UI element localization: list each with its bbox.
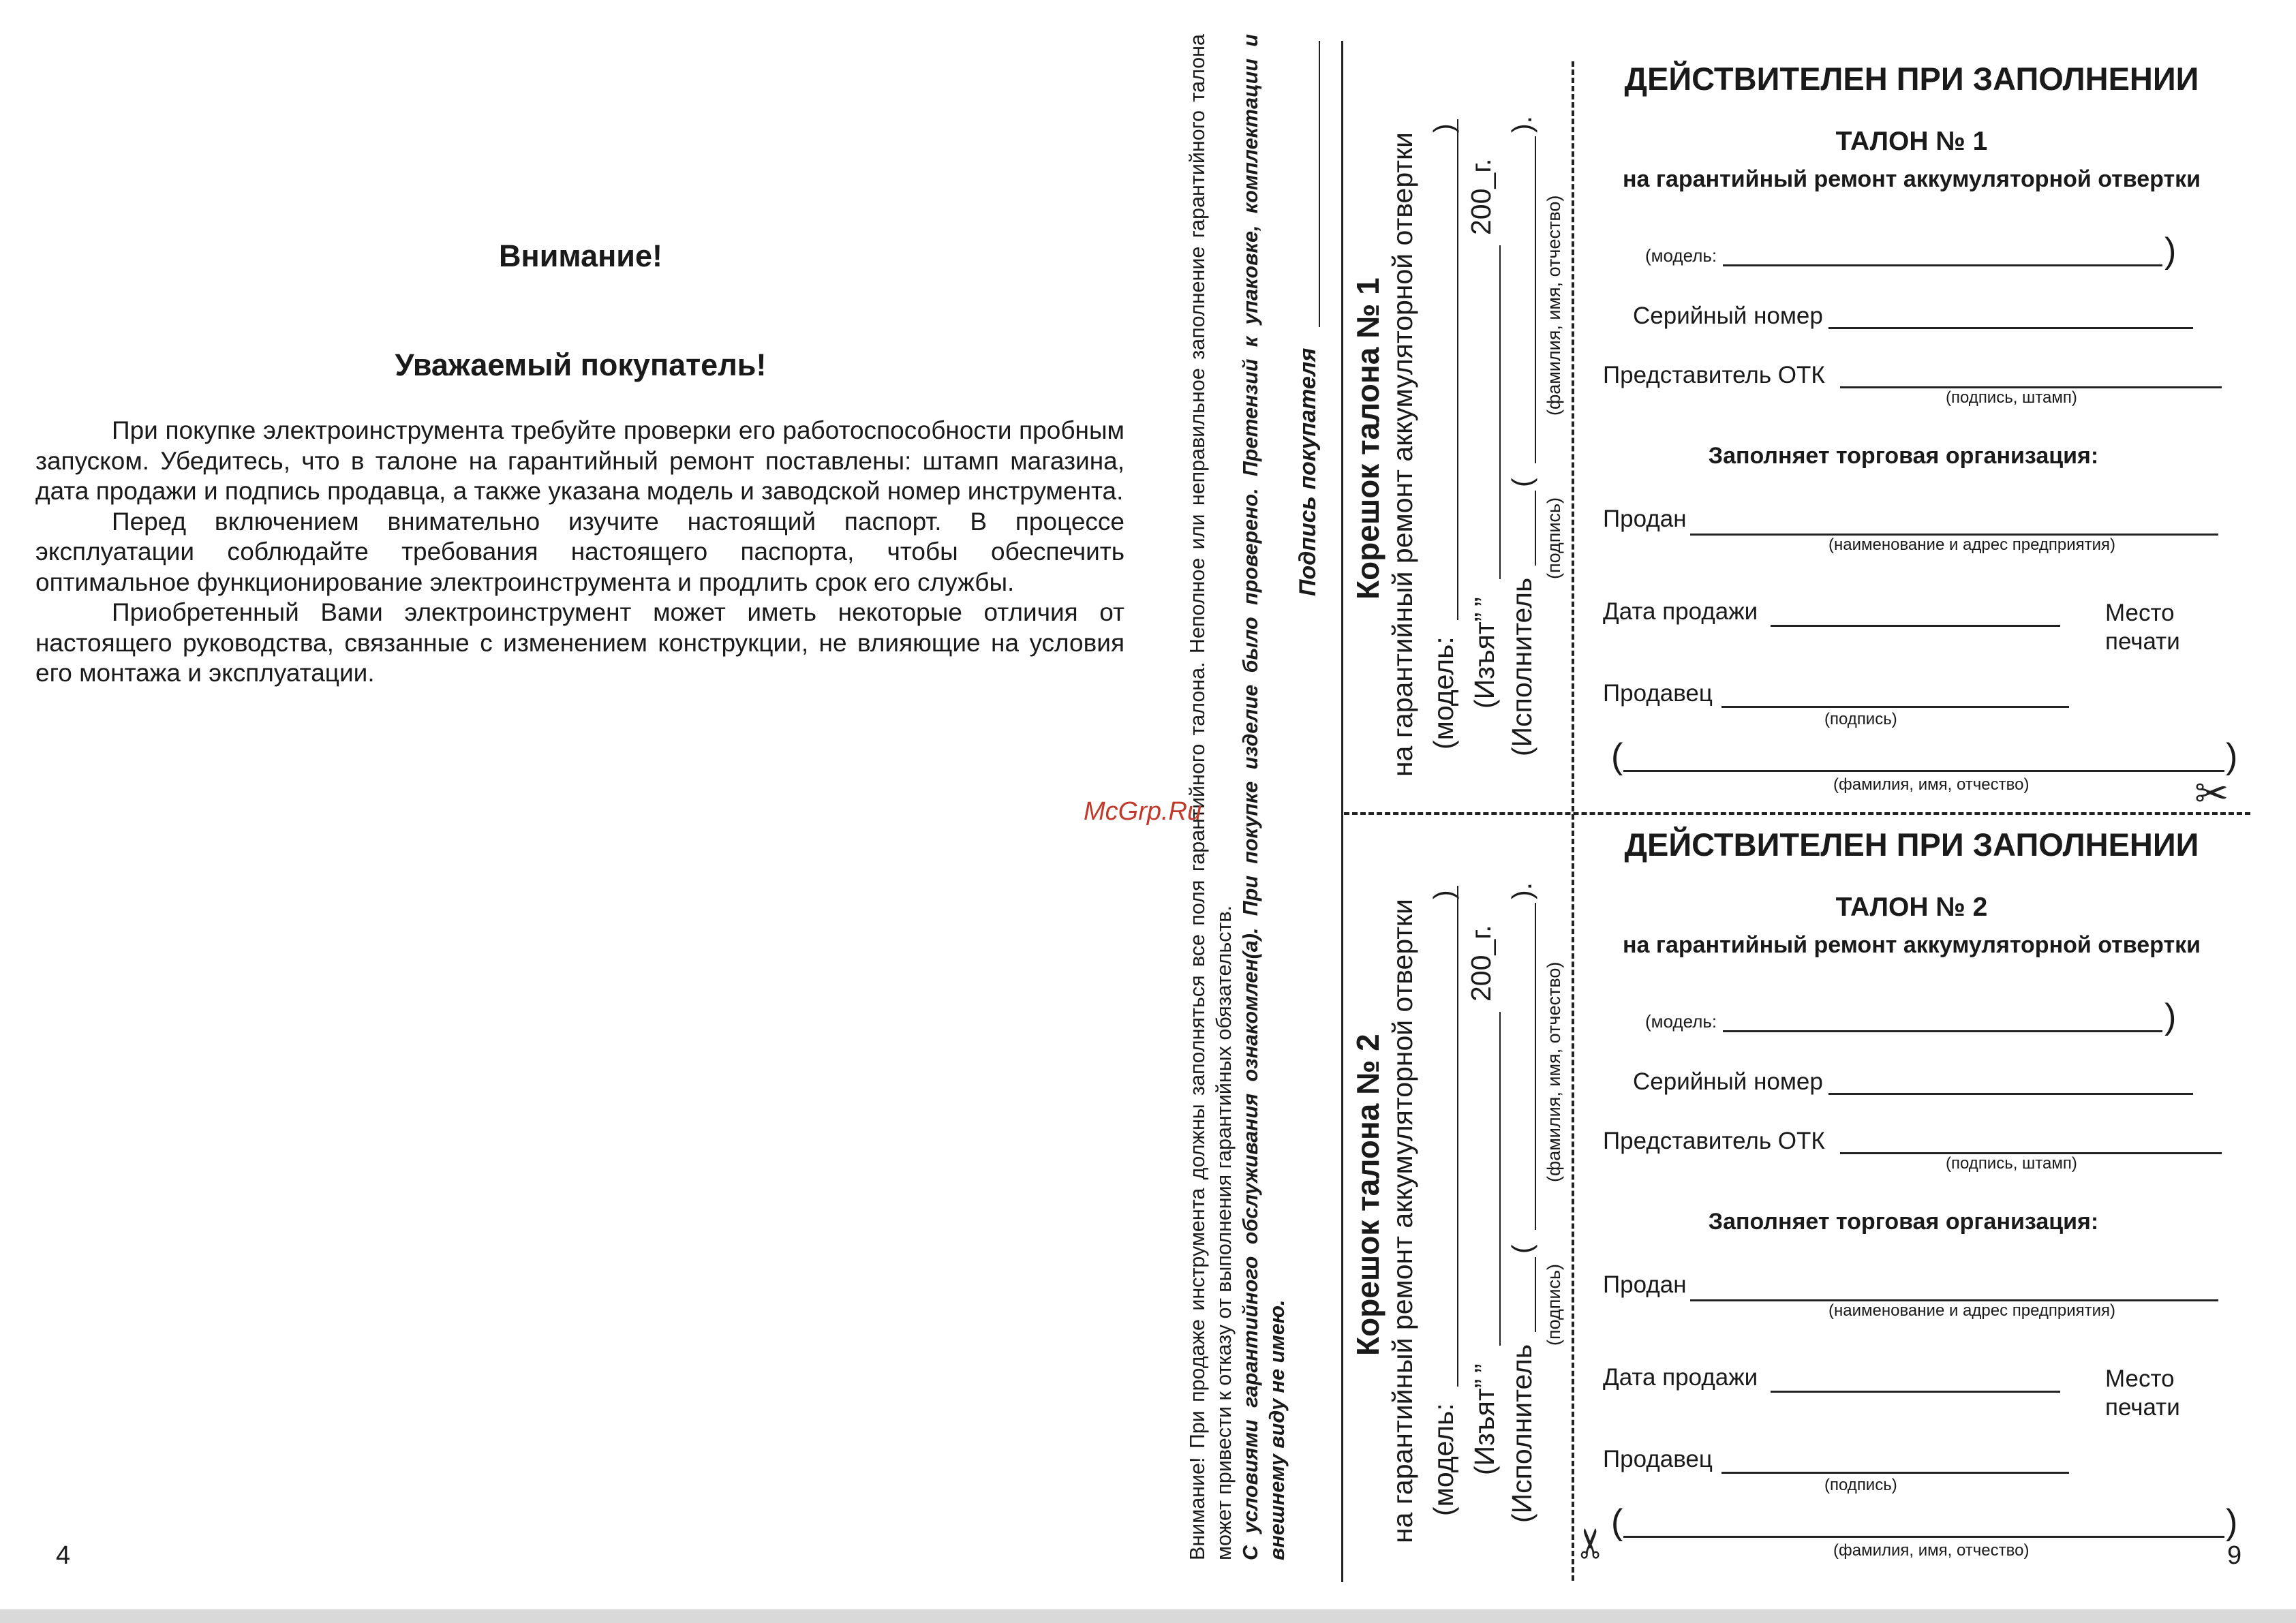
coupon-2-model-label: (модель:: [1645, 1011, 1717, 1032]
coupon-2-valid: ДЕЙСТВИТЕЛЕН ПРИ ЗАПОЛНЕНИИ: [1624, 826, 2199, 863]
coupon-1-subtitle: на гарантийный ремонт аккумуляторной отвертки: [1622, 166, 2201, 192]
coupon-2-model-field[interactable]: [1723, 1030, 2162, 1032]
stub-1-end: ).: [1506, 115, 1537, 133]
stub-2-taken-label: (Изъят”: [1469, 1378, 1500, 1475]
stub-1-sig-caption: (подпись): [1544, 497, 1564, 579]
coupon-1-name-caption: (фамилия, имя, отчество): [1833, 775, 2030, 794]
stub-2-open-paren: (: [1506, 1244, 1537, 1254]
stub-2-executor-sig-line[interactable]: [1535, 1257, 1536, 1332]
stub-separator: [1341, 41, 1343, 1582]
stub-2-year: 200_г.: [1465, 925, 1497, 1002]
coupon-1-date-label: Дата продажи: [1603, 598, 1758, 625]
coupon-2-serial-field[interactable]: [1828, 1093, 2193, 1095]
buyer-signature-label: Подпись покупателя: [1295, 347, 1321, 596]
stub-1-model-line[interactable]: [1457, 119, 1458, 620]
coupon-1-org-heading: Заполняет торговая организация:: [1708, 443, 2099, 469]
coupon-2-name-close: ): [2226, 1502, 2238, 1542]
coupon-2-otk-label: Представитель ОТК: [1603, 1128, 1825, 1154]
stub-2-subtitle: на гарантийный ремонт аккумуляторной отвертки: [1387, 899, 1418, 1543]
stub-1-name-caption: (фамилия, имя, отчество): [1544, 195, 1564, 416]
coupon-2-stamp-1: Место: [2105, 1365, 2175, 1392]
coupon-2-org-heading: Заполняет торговая организация:: [1708, 1209, 2099, 1235]
intro-text: [35, 416, 1124, 689]
coupon-2-serial-label: Серийный номер: [1633, 1068, 1823, 1095]
stub-2-model-line[interactable]: [1457, 886, 1458, 1387]
dear-customer-heading: Уважаемый покупатель!: [395, 347, 767, 382]
stub-1-taken-label: (Изъят”: [1469, 612, 1500, 709]
paragraph-2: Перед включением внимательно изучите настоящий паспорт. В процессе эксплуатации соблюдайте требования настоящего паспорта, чтобы обеспечить оптимальное функционирование электроинструмента и продлить срок его службы.: [35, 507, 1124, 596]
stub-2-executor-label: (Исполнитель: [1506, 1344, 1537, 1523]
coupon-1-stamp-1: Место: [2105, 600, 2175, 626]
warning-bold-text: С условиями гарантийного обслуживания ознакомлен(а). При покупке изделие было проверено. Претензий к упаковке, комплектации и внешнему виду не имею.: [1239, 34, 1289, 1560]
coupon-2-stamp-2: печати: [2105, 1394, 2180, 1421]
stub-2-model-close: ): [1428, 890, 1459, 899]
scissors-icon: ✂: [2194, 771, 2229, 816]
stub-1-title: Корешок талона № 1: [1350, 277, 1386, 600]
coupon-1-seller-caption: (подпись): [1824, 710, 1897, 728]
warning-text: Внимание! При продаже инструмента должны заполняться все поля гарантийного талона. Неполное или неправильное заполнение гарантийного талона может привести к отказу от выполнения гарантийных обязательств.: [1186, 34, 1236, 1560]
stub-1-year: 200_г.: [1465, 158, 1497, 235]
coupon-2-otk-caption: (подпись, штамп): [1946, 1154, 2077, 1173]
coupon-1-model-close: ): [2164, 231, 2177, 270]
page-number-right: 9: [2227, 1541, 2242, 1570]
stub-2-end: ).: [1506, 882, 1537, 899]
coupon-2-seller-label: Продавец: [1603, 1446, 1713, 1472]
scissors-icon: ✂: [1568, 1526, 1614, 1561]
stub-2-taken-quote: ”: [1469, 1363, 1500, 1373]
coupon-1-name-field[interactable]: [1623, 770, 2224, 772]
coupon-2-name-field[interactable]: [1623, 1536, 2224, 1538]
stub-2-model-label: (модель:: [1428, 1403, 1459, 1516]
stub-1-taken-quote: ”: [1469, 597, 1500, 606]
attention-heading: Внимание!: [499, 238, 662, 273]
stub-1-executor-name-line[interactable]: [1535, 136, 1536, 463]
coupon-2-model-close: ): [2164, 997, 2177, 1036]
cut-line-vertical: [1572, 61, 1574, 1581]
stub-1-open-paren: (: [1506, 478, 1537, 487]
stub-1-executor-label: (Исполнитель: [1506, 577, 1537, 756]
stub-2-sig-caption: (подпись): [1544, 1263, 1564, 1346]
coupon-2-sold-caption: (наименование и адрес предприятия): [1828, 1301, 2116, 1320]
watermark: McGrp.Ru: [1084, 797, 1202, 826]
coupon-1-otk-caption: (подпись, штамп): [1946, 388, 2077, 407]
coupon-1-title: ТАЛОН № 1: [1835, 127, 1988, 156]
coupon-1-stamp-2: печати: [2105, 628, 2180, 655]
buyer-signature-line[interactable]: [1319, 41, 1320, 327]
stub-2-name-caption: (фамилия, имя, отчество): [1544, 961, 1564, 1182]
stub-1-model-close: ): [1428, 123, 1459, 133]
coupon-1-serial-field[interactable]: [1828, 327, 2193, 329]
coupon-1-model-field[interactable]: [1723, 264, 2162, 266]
coupon-1-name-close: ): [2226, 737, 2238, 776]
stub-1-subtitle: на гарантийный ремонт аккумуляторной отвертки: [1387, 132, 1418, 777]
coupon-1-otk-label: Представитель ОТК: [1603, 362, 1825, 388]
coupon-1-date-field[interactable]: [1771, 625, 2060, 627]
coupon-1-sold-caption: (наименование и адрес предприятия): [1828, 536, 2116, 554]
coupon-2-name-open: (: [1611, 1502, 1623, 1542]
page-number-left: 4: [56, 1541, 71, 1570]
coupon-1-sold-label: Продан: [1603, 506, 1687, 532]
coupon-2-sold-label: Продан: [1603, 1271, 1687, 1298]
coupon-2-date-field[interactable]: [1771, 1391, 2060, 1393]
bottom-edge: [0, 1609, 2296, 1623]
coupon-1-seller-label: Продавец: [1603, 680, 1713, 707]
paragraph-3: Приобретенный Вами электроинструмент может иметь некоторые отличия от настоящего руководства, связанные с изменением конструкции, не влияющие на условия его монтажа и эксплуатации.: [35, 598, 1124, 687]
stub-2-title: Корешок талона № 2: [1350, 1034, 1386, 1356]
coupon-1-name-open: (: [1611, 737, 1623, 776]
coupon-1-model-label: (модель:: [1645, 245, 1717, 266]
coupon-2-date-label: Дата продажи: [1603, 1364, 1758, 1391]
coupon-2-title: ТАЛОН № 2: [1835, 893, 1988, 922]
coupon-1-serial-label: Серийный номер: [1633, 303, 1823, 329]
stub-1-date-line[interactable]: [1499, 245, 1501, 579]
stub-1-executor-sig-line[interactable]: [1535, 491, 1536, 566]
coupon-2-seller-field[interactable]: [1721, 1472, 2069, 1474]
coupon-1-valid: ДЕЙСТВИТЕЛЕН ПРИ ЗАПОЛНЕНИИ: [1624, 61, 2199, 97]
coupon-2-name-caption: (фамилия, имя, отчество): [1833, 1541, 2030, 1560]
stub-2-date-line[interactable]: [1499, 1012, 1501, 1346]
cut-line-horizontal: [1344, 812, 2250, 815]
coupon-1-seller-field[interactable]: [1721, 706, 2069, 708]
coupon-2-seller-caption: (подпись): [1824, 1476, 1897, 1494]
paragraph-1: При покупке электроинструмента требуйте проверки его работоспособности пробным запуском. Убедитесь, что в талоне на гарантийный ремонт поставлены: штамп магазина, дата продажи и подпись продавца, а также указана модель и заводской номер инструмента.: [35, 416, 1124, 505]
coupon-2-subtitle: на гарантийный ремонт аккумуляторной отвертки: [1622, 932, 2201, 958]
stub-2-executor-name-line[interactable]: [1535, 903, 1536, 1230]
stub-1-model-label: (модель:: [1428, 636, 1459, 749]
